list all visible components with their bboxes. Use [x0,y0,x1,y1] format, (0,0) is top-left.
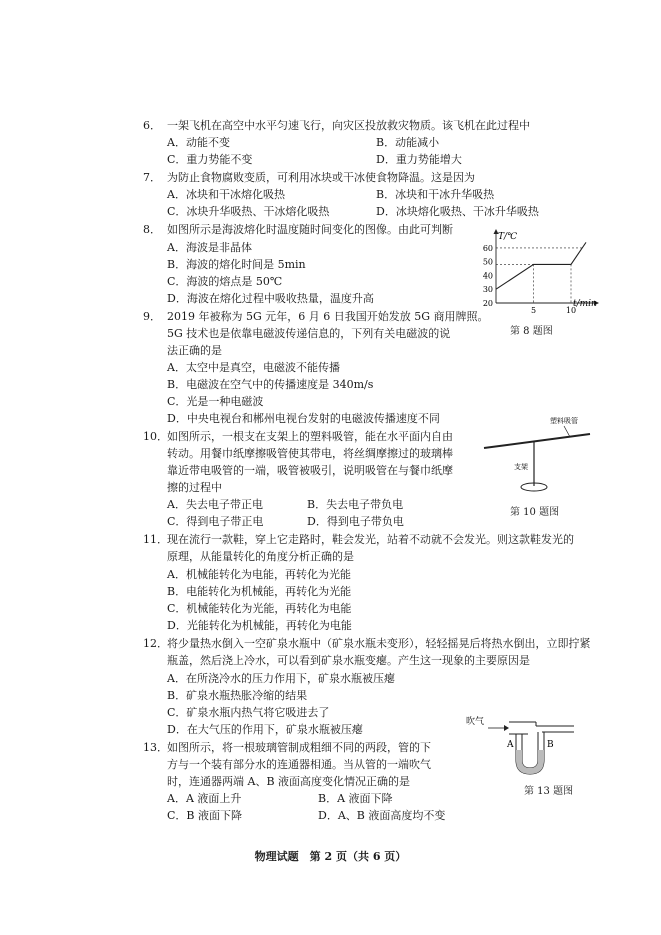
y-tick-label: 40 [482,271,493,281]
stem-text: 如图所示，将一根玻璃管制成粗细不同的两段，管的下 [167,741,431,754]
label-a: A [507,740,514,750]
q10-option-d: D．得到电子带负电 [307,515,404,528]
y-axis-label: T/℃ [498,232,518,242]
question-6-stem [143,117,530,134]
q6-option-d: D．重力势能增大 [376,153,462,166]
chart-ticks [483,244,576,315]
stand-label: 支架 [514,463,528,471]
q10-stem-line-2: 转动。用餐巾纸摩擦吸管使其带电，将丝绸摩擦过的玻璃棒 [167,447,453,460]
chart-series [496,242,586,289]
q13-stem-line-2: 方与一个装有部分水的连通器相通。当从管的一端吹气 [167,758,431,771]
q12-option-d: D．在大气压的作用下，矿泉水瓶被压瘪 [167,723,363,736]
q13-option-d: D．A、B 液面高度均不变 [318,809,446,822]
q11-option-c: C．机械能转化为光能，再转化为电能 [167,602,352,615]
q12-stem-line-2: 瓶盖，然后浇上冷水，可以看到矿泉水瓶变瘪。产生这一现象的主要原因是 [167,654,530,667]
question-10-stem [143,428,453,445]
q13-option-c: C．B 液面下降 [167,809,242,822]
stem-text: 将少量热水倒入一空矿泉水瓶中（矿泉水瓶未变形），轻轻摇晃后将热水倒出，立即拧紧 [167,637,591,650]
q7-option-c: C．冰块升华吸热、干冰熔化吸热 [167,205,330,218]
stem-text: 现在流行一款鞋，穿上它走路时，鞋会发光，站着不动就不会发光。则这款鞋发光的 [167,533,574,546]
question-number: 12． [143,637,168,650]
q11-option-a: A．机械能转化为电能，再转化为光能 [167,568,351,581]
q9-stem-line-3: 法正确的是 [167,344,222,357]
stem-text: 2019 年被称为 5G 元年，6 月 6 日我国开始发放 5G 商用牌照。 [167,310,489,323]
q9-option-b: B．电磁波在空气中的传播速度是 340m/s [167,378,374,391]
question-number: 9． [143,310,161,323]
blow-arrowhead [504,725,509,731]
stem-text: 为防止食物腐败变质，可利用冰块或干冰使食物降温。这是因为 [167,171,475,184]
u-tube-water [516,750,544,774]
q8-option-a: A．海波是非晶体 [167,241,252,254]
q10-stem-line-3: 靠近带电吸管的一端，吸管被吸引，说明吸管在与餐巾纸摩 [167,464,453,477]
straw-stand-figure [478,412,598,497]
q11-option-d: D．光能转化为机械能，再转化为电能 [167,619,352,632]
q6-option-b: B．动能减小 [376,136,440,149]
temperature-curve [496,242,586,289]
q8-option-c: C．海波的熔点是 50℃ [167,275,283,288]
y-tick-label: 20 [482,299,493,308]
figure-13-caption: 第 13 题图 [524,786,574,797]
q13-option-a: A．A 液面上升 [167,792,242,805]
question-number: 10． [143,430,168,443]
y-tick-label: 50 [482,257,493,267]
q7-option-d: D．冰块熔化吸热、干冰升华吸热 [376,205,539,218]
question-number: 7． [143,171,161,184]
y-tick-label: 30 [482,285,493,295]
q10-option-b: B．失去电子带负电 [307,498,404,511]
question-number: 13． [143,741,168,754]
u-tube-inner [522,732,538,768]
figure-8-caption: 第 8 题图 [510,326,553,337]
y-tick-label: 60 [482,243,493,253]
q12-option-c: C．矿泉水瓶内热气将它吸进去了 [167,706,330,719]
q6-option-c: C．重力势能不变 [167,153,253,166]
q11-stem-line-2: 原理，从能量转化的角度分析正确的是 [167,550,354,563]
question-12-stem [143,635,591,652]
q11-option-b: B．电能转化为机械能，再转化为光能 [167,585,352,598]
q10-option-c: C．得到电子带正电 [167,515,264,528]
q8-option-b: B．海波的熔化时间是 5min [167,258,306,271]
question-7-stem [143,169,475,186]
q10-option-a: A．失去电子带正电 [167,498,263,511]
stem-text: 一架飞机在高空中水平匀速飞行，向灾区投放救灾物质。该飞机在此过程中 [167,119,530,132]
question-9-stem [143,308,489,325]
melting-curve-chart [470,226,600,321]
question-8-stem [143,221,453,238]
q13-option-b: B．A 液面下降 [318,792,393,805]
x-tick-label: 10 [565,306,577,315]
stem-text: 如图所示，一根支在支架上的塑料吸管，能在水平面内自由 [167,430,453,443]
q13-stem-line-3: 时，连通器两端 A、B 液面高度变化情况正确的是 [167,775,411,788]
q9-option-d: D．中央电视台和郴州电视台发射的电磁波传播速度不同 [167,412,440,425]
q7-option-b: B．冰块和干冰升华吸热 [376,188,495,201]
question-11-stem [143,531,574,548]
q6-option-a: A．动能不变 [167,136,230,149]
figure-10-caption: 第 10 题图 [510,507,560,518]
q9-stem-line-2: 5G 技术也是依靠电磁波传递信息的，下列有关电磁波的说 [167,327,451,340]
q8-option-d: D．海波在熔化过程中吸收热量，温度升高 [167,292,374,305]
question-number: 6． [143,119,161,132]
question-13-stem [143,739,431,756]
straw-leader-line [564,426,570,437]
q12-option-a: A．在所浇冷水的压力作用下，矿泉水瓶被压瘪 [167,672,395,685]
q9-option-c: C．光是一种电磁波 [167,395,264,408]
question-number: 8． [143,223,161,236]
straw-label: 塑料吸管 [550,417,578,425]
chart-gridlines [496,248,583,303]
q10-stem-line-4: 擦的过程中 [167,481,222,494]
x-tick-label: 5 [530,306,537,315]
q7-option-a: A．冰块和干冰熔化吸热 [167,188,285,201]
venturi-tube-figure [466,712,581,780]
stem-text: 如图所示是海波熔化时温度随时间变化的图像。由此可判断 [167,223,453,236]
q12-option-b: B．矿泉水瓶热胀冷缩的结果 [167,689,308,702]
question-number: 11． [143,533,168,546]
x-axis-label: t/min [573,299,597,309]
q9-option-a: A．太空中是真空，电磁波不能传播 [167,361,340,374]
page-footer: 物理试题 第 2 页（共 6 页） [254,850,407,863]
blow-label: 吹气 [466,717,485,727]
label-b: B [547,740,554,750]
plastic-straw [484,434,590,448]
